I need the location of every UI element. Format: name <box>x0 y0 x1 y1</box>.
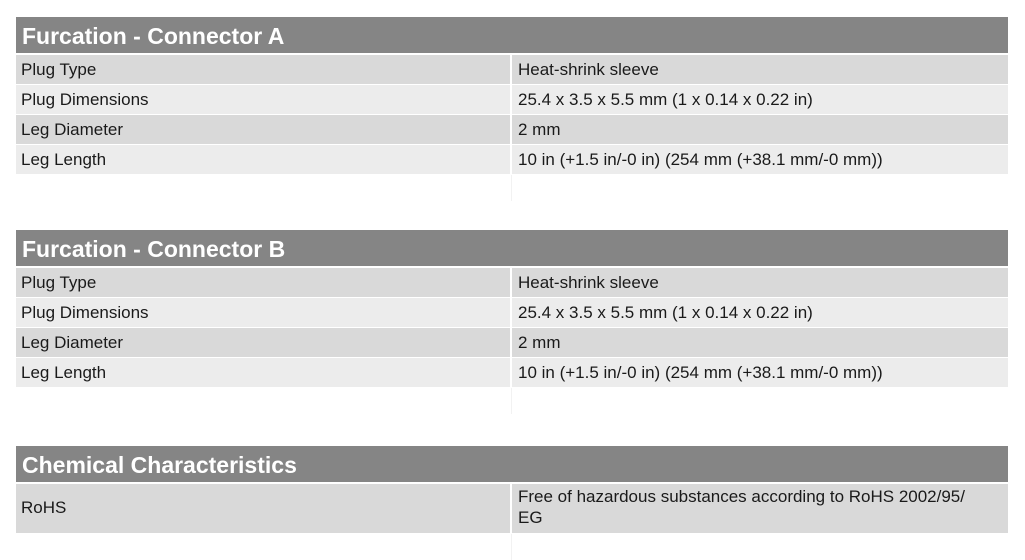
row-value: 25.4 x 3.5 x 5.5 mm (1 x 0.14 x 0.22 in) <box>512 85 1008 114</box>
row-label: Plug Dimensions <box>16 298 512 327</box>
table-row <box>16 328 1008 358</box>
row-value: 2 mm <box>512 115 1008 144</box>
table-row <box>16 268 1008 298</box>
section-title: Furcation - Connector B <box>16 230 1008 268</box>
table-spacer <box>16 534 1008 560</box>
row-value: 25.4 x 3.5 x 5.5 mm (1 x 0.14 x 0.22 in) <box>512 298 1008 327</box>
section-title: Chemical Characteristics <box>16 446 1008 484</box>
row-value: 10 in (+1.5 in/-0 in) (254 mm (+38.1 mm/-0 mm)) <box>512 145 1008 174</box>
table-row <box>16 484 1008 534</box>
section-title: Furcation - Connector A <box>16 17 1008 55</box>
row-label: Leg Length <box>16 358 512 387</box>
table-spacer <box>16 175 1008 201</box>
table-row <box>16 298 1008 328</box>
row-value: Free of hazardous substances according to RoHS 2002/95/ EG <box>512 484 1008 533</box>
spacer-cell <box>16 175 512 201</box>
row-value: 10 in (+1.5 in/-0 in) (254 mm (+38.1 mm/-0 mm)) <box>512 358 1008 387</box>
row-label: Plug Type <box>16 268 512 297</box>
row-label: Leg Diameter <box>16 115 512 144</box>
row-value: 2 mm <box>512 328 1008 357</box>
row-value: Heat-shrink sleeve <box>512 268 1008 297</box>
row-label: Plug Dimensions <box>16 85 512 114</box>
table-row <box>16 115 1008 145</box>
table-row <box>16 55 1008 85</box>
spacer-cell <box>512 175 1008 201</box>
table-row <box>16 358 1008 388</box>
spacer-cell <box>16 534 512 560</box>
row-label: Leg Diameter <box>16 328 512 357</box>
row-label: RoHS <box>16 484 512 533</box>
table-row <box>16 145 1008 175</box>
section-furcation-connector-a <box>16 17 1008 201</box>
table-row <box>16 85 1008 115</box>
spacer-cell <box>16 388 512 414</box>
row-label: Leg Length <box>16 145 512 174</box>
section-chemical-characteristics <box>16 446 1008 560</box>
row-label: Plug Type <box>16 55 512 84</box>
row-value: Heat-shrink sleeve <box>512 55 1008 84</box>
spacer-cell <box>512 534 1008 560</box>
table-spacer <box>16 388 1008 414</box>
section-furcation-connector-b <box>16 230 1008 414</box>
spacer-cell <box>512 388 1008 414</box>
